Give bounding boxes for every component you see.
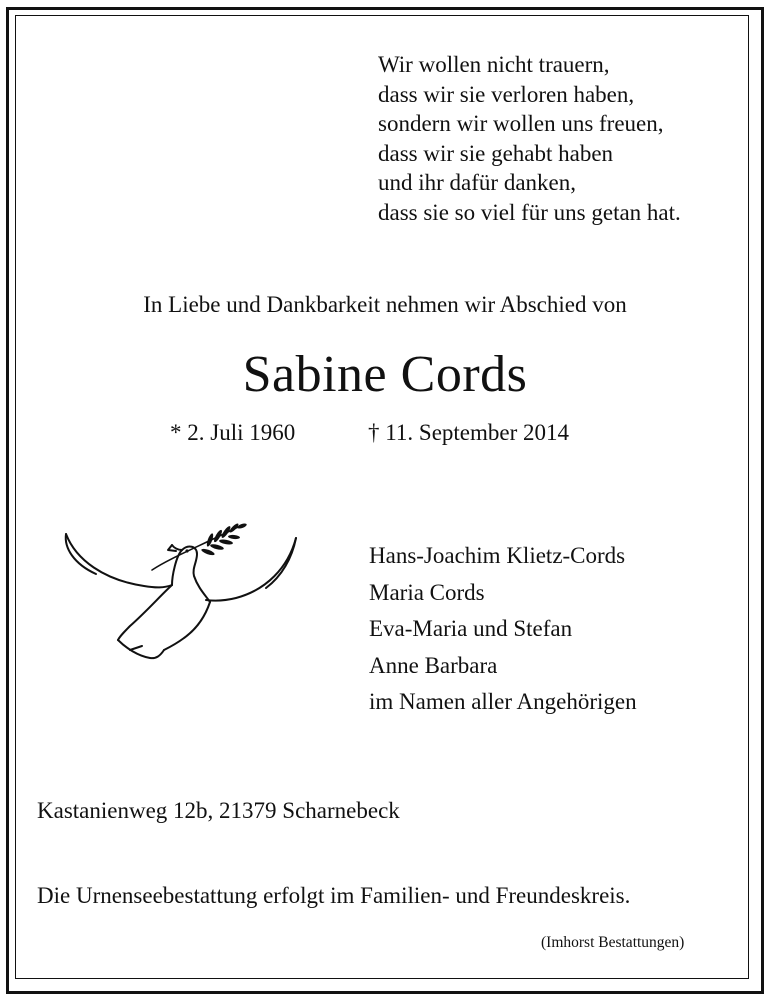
birth-date: * 2. Juli 1960 bbox=[170, 420, 296, 445]
poem-line: und ihr dafür danken, bbox=[378, 170, 576, 195]
poem-line: Wir wollen nicht trauern, bbox=[378, 52, 610, 77]
poem-line: sondern wir wollen uns freuen, bbox=[378, 111, 664, 136]
mourner-name: Eva-Maria und Stefan bbox=[369, 616, 573, 641]
mourner-name: Maria Cords bbox=[369, 579, 485, 605]
mourners-list bbox=[369, 538, 637, 721]
death-date: † 11. September 2014 bbox=[368, 420, 570, 445]
poem-line: dass sie so viel für uns getan hat. bbox=[378, 199, 681, 225]
dove-with-olive-branch-icon bbox=[60, 518, 302, 668]
mourner-name: Anne Barbara bbox=[369, 652, 498, 678]
poem bbox=[378, 50, 681, 227]
mourner-name: im Namen aller Angehörigen bbox=[369, 689, 637, 714]
undertaker: (Imhorst Bestattungen) bbox=[541, 934, 685, 951]
burial-note: Die Urnenseebestattung erfolgt im Familien- und Freundeskreis. bbox=[37, 883, 631, 908]
farewell-intro: In Liebe und Dankbarkeit nehmen wir Abschied von bbox=[143, 292, 627, 317]
poem-line: dass wir sie gehabt haben bbox=[378, 140, 614, 166]
poem-line: dass wir sie verloren haben, bbox=[378, 81, 635, 107]
address: Kastanienweg 12b, 21379 Scharnebeck bbox=[37, 798, 400, 823]
mourner-name: Hans-Joachim Klietz-Cords bbox=[369, 543, 626, 568]
deceased-name: Sabine Cords bbox=[242, 346, 528, 403]
